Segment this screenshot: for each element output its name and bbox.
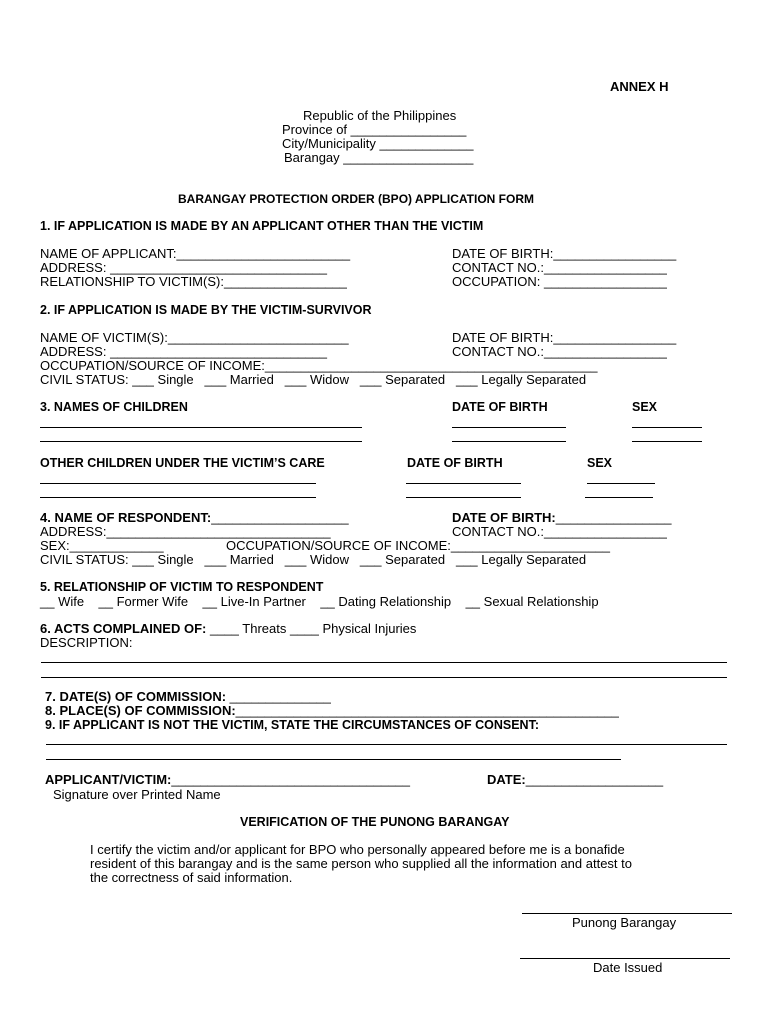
consent-line[interactable] (46, 744, 727, 745)
children-dob-header: DATE OF BIRTH (452, 400, 548, 414)
respondent-occupation-field[interactable]: OCCUPATION/SOURCE OF INCOME:______________________ (226, 538, 610, 553)
acts-options[interactable]: ____ Threats ____ Physical Injuries (206, 621, 417, 636)
respondent-name-field[interactable] (40, 511, 349, 525)
header-province: Province of ________________ (282, 122, 467, 137)
verification-text-line-2: resident of this barangay and is the same person who supplied all the information and attest to (90, 856, 632, 871)
other-child-dob-line[interactable] (406, 497, 521, 498)
verification-text-line-3: the correctness of said information. (90, 870, 293, 885)
victim-name-field[interactable]: NAME OF VICTIM(S):_________________________ (40, 330, 349, 345)
applicant-occupation-field[interactable]: OCCUPATION: _________________ (452, 274, 667, 289)
section-3-heading: 3. NAMES OF CHILDREN (40, 400, 188, 414)
section-6-heading: 6. ACTS COMPLAINED OF: (40, 621, 207, 636)
applicant-signature-field[interactable] (45, 773, 410, 787)
applicant-relationship-field[interactable]: RELATIONSHIP TO VICTIM(S):_________________ (40, 274, 347, 289)
description-label: DESCRIPTION: (40, 635, 133, 650)
child-dob-line[interactable] (452, 427, 566, 428)
other-child-name-line[interactable] (40, 483, 316, 484)
respondent-address-field[interactable]: ADDRESS:_______________________________ (40, 524, 331, 539)
victim-address-field[interactable]: ADDRESS: ______________________________ (40, 344, 327, 359)
respondent-contact-field[interactable]: CONTACT NO.:_________________ (452, 524, 667, 539)
signature-date-field[interactable] (487, 773, 663, 787)
victim-dob-field[interactable]: DATE OF BIRTH:_________________ (452, 330, 677, 345)
form-title: BARANGAY PROTECTION ORDER (BPO) APPLICATION FORM (178, 192, 535, 206)
child-name-line[interactable] (40, 441, 362, 442)
signature-date-label: DATE: (487, 772, 526, 787)
punong-barangay-signature-line[interactable] (522, 913, 732, 914)
child-sex-line[interactable] (632, 441, 702, 442)
place-of-commission-blank[interactable]: _____________________________________________________ (235, 703, 619, 718)
respondent-sex-field[interactable]: SEX:_____________ (40, 538, 164, 553)
relationship-options[interactable]: __ Wife __ Former Wife __ Live-In Partner __ Dating Relationship __ Sexual Relationship (40, 594, 599, 609)
applicant-contact-field[interactable]: CONTACT NO.:_________________ (452, 260, 667, 275)
header-barangay: Barangay __________________ (284, 150, 474, 165)
children-sex-header: SEX (632, 400, 658, 414)
annex-label: ANNEX H (610, 79, 669, 94)
respondent-dob-blank[interactable]: ________________ (555, 510, 672, 525)
other-children-sex-header: SEX (587, 456, 613, 470)
date-of-commission-field[interactable] (45, 690, 331, 704)
punong-barangay-label: Punong Barangay (572, 915, 677, 930)
child-sex-line[interactable] (632, 427, 702, 428)
date-issued-line[interactable] (520, 958, 730, 959)
description-line[interactable] (41, 677, 727, 678)
section-5-heading: 5. RELATIONSHIP OF VICTIM TO RESPONDENT (40, 580, 324, 594)
applicant-address-field[interactable]: ADDRESS: ______________________________ (40, 260, 327, 275)
child-name-line[interactable] (40, 427, 362, 428)
applicant-signature-label: APPLICANT/VICTIM: (45, 772, 172, 787)
child-dob-line[interactable] (452, 441, 566, 442)
consent-line[interactable] (46, 759, 621, 760)
description-line[interactable] (41, 662, 727, 663)
verification-text-line-1: I certify the victim and/or applicant for BPO who personally appeared before me is a bonafide (90, 842, 625, 857)
section-1-heading: 1. IF APPLICATION IS MADE BY AN APPLICANT OTHER THAN THE VICTIM (40, 219, 484, 233)
victim-contact-field[interactable]: CONTACT NO.:_________________ (452, 344, 667, 359)
header-city: City/Municipality _____________ (282, 136, 474, 151)
respondent-civil-status[interactable]: CIVIL STATUS: ___ Single ___ Married ___ Widow ___ Separated ___ Legally Separated (40, 552, 587, 567)
applicant-signature-blank[interactable]: _________________________________ (171, 772, 410, 787)
applicant-dob-field[interactable]: DATE OF BIRTH:_________________ (452, 246, 677, 261)
section-7-label: 7. DATE(S) OF COMMISSION: (45, 689, 227, 704)
acts-complained-row[interactable] (40, 622, 416, 636)
section-9-heading: 9. IF APPLICANT IS NOT THE VICTIM, STATE THE CIRCUMSTANCES OF CONSENT: (45, 718, 539, 732)
section-2-heading: 2. IF APPLICATION IS MADE BY THE VICTIM-SURVIVOR (40, 303, 372, 317)
other-children-heading: OTHER CHILDREN UNDER THE VICTIM’S CARE (40, 456, 325, 470)
date-issued-label: Date Issued (593, 960, 663, 975)
other-child-sex-line[interactable] (585, 497, 653, 498)
verification-heading: VERIFICATION OF THE PUNONG BARANGAY (240, 815, 510, 829)
section-4-heading: 4. NAME OF RESPONDENT: (40, 510, 212, 525)
signature-date-blank[interactable]: ___________________ (525, 772, 664, 787)
other-children-dob-header: DATE OF BIRTH (407, 456, 503, 470)
victim-occupation-field[interactable]: OCCUPATION/SOURCE OF INCOME:______________________________________________ (40, 358, 598, 373)
other-child-dob-line[interactable] (406, 483, 521, 484)
respondent-dob-field[interactable] (452, 511, 671, 525)
applicant-name-field[interactable]: NAME OF APPLICANT:________________________ (40, 246, 351, 261)
header-republic: Republic of the Philippines (303, 108, 457, 123)
signature-caption: Signature over Printed Name (53, 787, 221, 802)
respondent-name-blank[interactable]: ___________________ (211, 510, 349, 525)
respondent-dob-label: DATE OF BIRTH: (452, 510, 556, 525)
date-of-commission-blank[interactable]: ______________ (226, 689, 331, 704)
place-of-commission-field[interactable] (45, 704, 619, 718)
other-child-sex-line[interactable] (587, 483, 655, 484)
victim-civil-status[interactable]: CIVIL STATUS: ___ Single ___ Married ___ Widow ___ Separated ___ Legally Separated (40, 372, 587, 387)
other-child-name-line[interactable] (40, 497, 316, 498)
section-8-label: 8. PLACE(S) OF COMMISSION: (45, 703, 236, 718)
